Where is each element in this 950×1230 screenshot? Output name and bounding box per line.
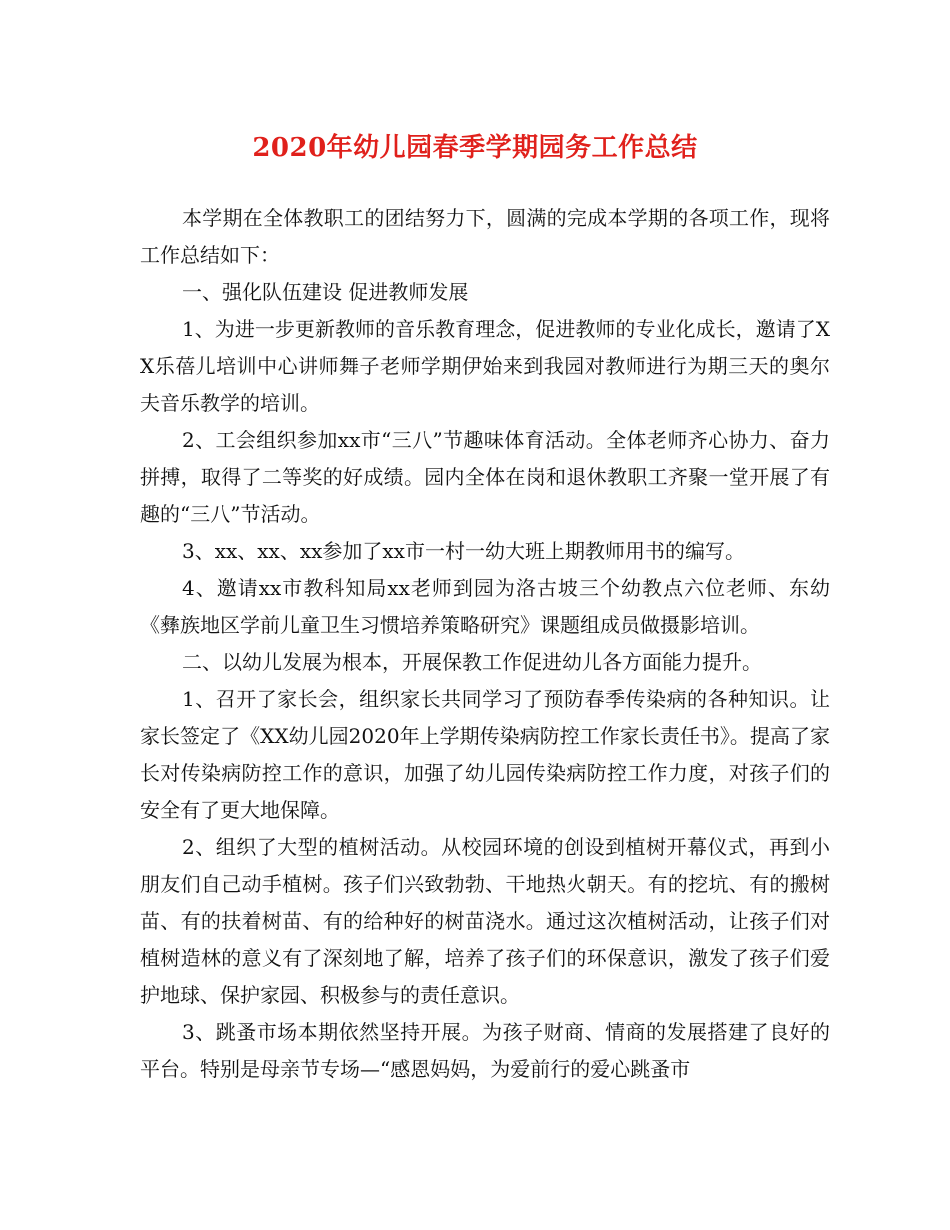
paragraph-1-4: 4、邀请xx市教科知局xx老师到园为洛古坡三个幼教点六位老师、东幼《彝族地区学前儿童卫生习惯培养策略研究》课题组成员做摄影培训。 — [140, 576, 830, 637]
section-heading-2: 二、以幼儿发展为根本，开展保教工作促进幼儿各方面能力提升。 — [182, 650, 762, 674]
section-heading-1: 一、强化队伍建设 促进教师发展 — [182, 280, 469, 304]
document-title: 2020年幼儿园春季学期园务工作总结 — [252, 133, 698, 163]
paragraph-intro: 本学期在全体教职工的团结努力下，圆满的完成本学期的各项工作，现将工作总结如下： — [140, 206, 830, 267]
paragraph-1-3: 3、xx、xx、xx参加了xx市一村一幼大班上期教师用书的编写。 — [182, 539, 745, 563]
paragraph-1-1: 1、为进一步更新教师的音乐教育理念，促进教师的专业化成长，邀请了XX乐蓓儿培训中心讲师舞子老师学期伊始来到我园对教师进行为期三天的奥尔夫音乐教学的培训。 — [140, 317, 830, 415]
document-body — [140, 200, 830, 1088]
paragraph-2-2: 2、组织了大型的植树活动。从校园环境的创设到植树开幕仪式，再到小朋友们自己动手植树。孩子们兴致勃勃、干地热火朝天。有的挖坑、有的搬树苗、有的扶着树苗、有的给种好的树苗浇水。通过这次植树活动，让孩子们对植树造林的意义有了深刻地了解，培养了孩子们的环保意识，激发了孩子们爱护地球、保护家园、积极参与的责任意识。 — [140, 835, 830, 1007]
paragraph-2-3: 3、跳蚤市场本期依然坚持开展。为孩子财商、情商的发展搭建了良好的平台。特别是母亲节专场—“感恩妈妈，为爱前行的爱心跳蚤市 — [140, 1020, 830, 1081]
paragraph-1-2: 2、工会组织参加xx市“三八”节趣味体育活动。全体老师齐心协力、奋力拼搏，取得了二等奖的好成绩。园内全体在岗和退休教职工齐聚一堂开展了有趣的“三八”节活动。 — [140, 428, 830, 526]
paragraph-2-1: 1、召开了家长会，组织家长共同学习了预防春季传染病的各种知识。让家长签定了《XX幼儿园2020年上学期传染病防控工作家长责任书》。提高了家长对传染病防控工作的意识，加强了幼儿园传染病防控工作力度，对孩子们的安全有了更大地保障。 — [140, 687, 830, 822]
